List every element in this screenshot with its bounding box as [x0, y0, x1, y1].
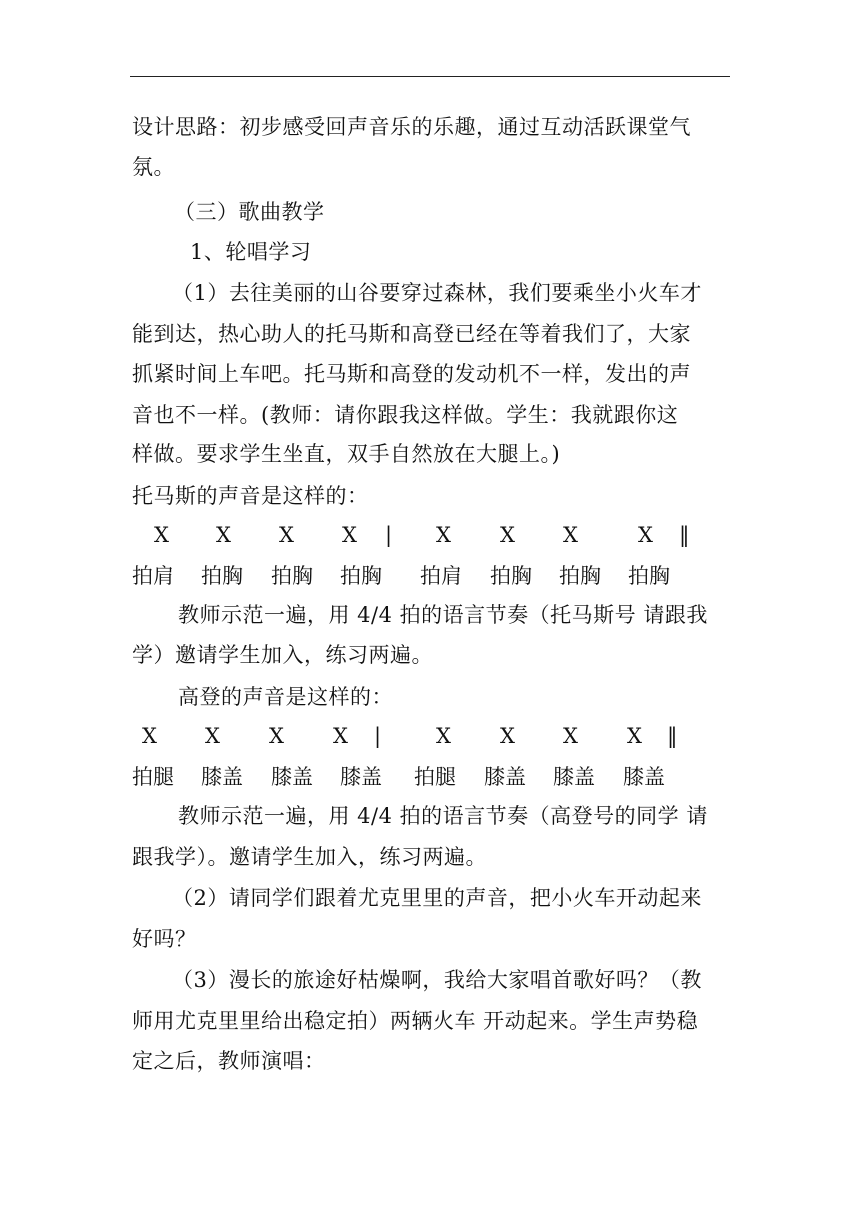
- gordon-demo-line-2: 跟我学）。邀请学生加入，练习两遍。: [132, 845, 487, 869]
- paragraph-2-line-1: （2）请同学们跟着尤克里里的声音，把小火车开动起来: [172, 886, 702, 910]
- gordon-note: X: [563, 724, 578, 748]
- gordon-action: 膝盖: [623, 765, 665, 789]
- thomas-action: 拍肩: [420, 564, 462, 588]
- thomas-demo-line-1: 教师示范一遍，用 4/4 拍的语言节奏（托马斯号 请跟我: [178, 603, 708, 627]
- gordon-note: X: [205, 724, 220, 748]
- paragraph-2-line-2: 好吗？: [132, 927, 197, 951]
- thomas-demo-line-2: 学）邀请学生加入，练习两遍。: [132, 643, 433, 667]
- paragraph-3-line-3: 定之后，教师演唱：: [132, 1049, 326, 1073]
- gordon-final-barline: ‖: [667, 724, 678, 748]
- gordon-note: X: [436, 724, 451, 748]
- thomas-note: X: [216, 523, 231, 547]
- paragraph-3-line-2: 师用尤克里里给出稳定拍）两辆火车 开动起来。学生声势稳: [132, 1009, 699, 1033]
- paragraph-1-line-1: （1）去往美丽的山谷要穿过森林，我们要乘坐小火车才: [172, 281, 702, 305]
- gordon-action: 膝盖: [484, 765, 526, 789]
- paragraph-1-line-2: 能到达，热心助人的托马斯和高登已经在等着我们了，大家: [132, 322, 691, 346]
- thomas-note: X: [436, 523, 451, 547]
- thomas-action: 拍胸: [340, 564, 382, 588]
- gordon-barline: |: [374, 724, 382, 748]
- thomas-note: X: [500, 523, 515, 547]
- thomas-action: 拍肩: [132, 564, 174, 588]
- thomas-note: X: [154, 523, 169, 547]
- gordon-sound-intro: 高登的声音是这样的：: [178, 685, 393, 709]
- thomas-action: 拍胸: [490, 564, 532, 588]
- thomas-sound-intro: 托马斯的声音是这样的：: [132, 484, 369, 508]
- design-thoughts-line-2: 氛。: [132, 155, 175, 179]
- gordon-note: X: [142, 724, 157, 748]
- thomas-note: X: [279, 523, 294, 547]
- paragraph-3-line-1: （3）漫长的旅途好枯燥啊，我给大家唱首歌好吗？（教: [172, 968, 702, 992]
- thomas-note: X: [342, 523, 357, 547]
- design-thoughts-line-1: 设计思路：初步感受回声音乐的乐趣，通过互动活跃课堂气: [132, 115, 691, 139]
- thomas-note: X: [638, 523, 653, 547]
- gordon-demo-line-1: 教师示范一遍，用 4/4 拍的语言节奏（高登号的同学 请: [178, 804, 708, 828]
- gordon-action: 膝盖: [340, 765, 382, 789]
- section-heading-song-teaching: （三）歌曲教学: [174, 200, 325, 224]
- paragraph-1-line-5: 样做。要求学生坐直，双手自然放在大腿上。): [132, 442, 561, 466]
- subsection-heading-round-singing: 1、轮唱学习: [190, 240, 312, 264]
- thomas-action: 拍胸: [201, 564, 243, 588]
- gordon-note: X: [627, 724, 642, 748]
- gordon-note: X: [333, 724, 348, 748]
- thomas-action: 拍胸: [559, 564, 601, 588]
- gordon-note: X: [500, 724, 515, 748]
- gordon-action: 拍腿: [414, 765, 456, 789]
- gordon-action: 膝盖: [271, 765, 313, 789]
- thomas-note: X: [563, 523, 578, 547]
- thomas-final-barline: ‖: [679, 523, 690, 547]
- thomas-action: 拍胸: [271, 564, 313, 588]
- thomas-action: 拍胸: [628, 564, 670, 588]
- gordon-action: 膝盖: [201, 765, 243, 789]
- paragraph-1-line-3: 抓紧时间上车吧。托马斯和高登的发动机不一样，发出的声: [132, 362, 691, 386]
- gordon-action: 膝盖: [553, 765, 595, 789]
- gordon-action: 拍腿: [132, 765, 174, 789]
- header-rule: [130, 76, 730, 77]
- paragraph-1-line-4: 音也不一样。(教师：请你跟我这样做。学生：我就跟你这: [132, 403, 679, 427]
- thomas-barline: |: [385, 523, 393, 547]
- gordon-note: X: [269, 724, 284, 748]
